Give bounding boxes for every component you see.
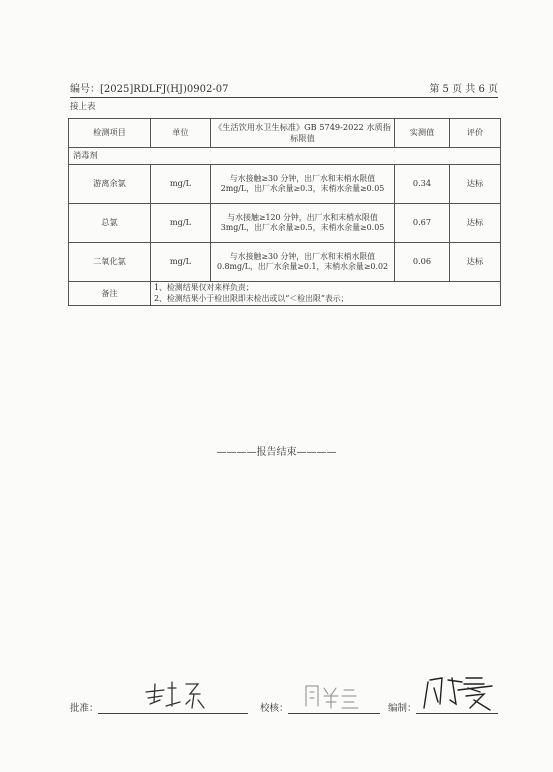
section-row — [69, 148, 501, 165]
report-code: 编号：[2025]RDLFJ(HJ)0902-07 — [70, 84, 229, 95]
cell-limit: 与水接触≥120 分钟，出厂水和末梢水限值 3mg/L，出厂水余量≥0.5，末梢水余量≥0.05 — [211, 204, 395, 243]
page-number: 第 5 页 共 6 页 — [429, 84, 498, 95]
col-header-eval: 评价 — [450, 119, 501, 148]
cell-eval: 达标 — [450, 165, 501, 204]
notes-label: 备注 — [69, 282, 151, 306]
cell-item: 总氯 — [69, 204, 151, 243]
signature-line — [70, 700, 498, 714]
table-row — [69, 243, 501, 282]
continued-label: 接上表 — [70, 102, 96, 112]
report-end-line: ————报告结束———— — [216, 447, 337, 458]
prepare-label: 编制： — [388, 703, 417, 714]
cell-item: 游离余氯 — [69, 165, 151, 204]
note-line: 1、检测结果仅对来样负责； — [154, 283, 254, 292]
document-header — [70, 80, 498, 98]
cell-eval: 达标 — [450, 204, 501, 243]
table-header-row — [69, 119, 501, 148]
cell-limit: 与水接触≥30 分钟，出厂水和末梢水限值 0.8mg/L，出厂水余量≥0.1，末梢水余量≥0.02 — [211, 243, 395, 282]
check-label: 校核： — [260, 703, 289, 714]
cell-item: 二氧化氯 — [69, 243, 151, 282]
cell-unit: mg/L — [151, 204, 211, 243]
approve-label: 批准： — [70, 703, 99, 714]
prepare-underline — [416, 713, 498, 714]
cell-value: 0.67 — [395, 204, 450, 243]
col-header-item: 检测项目 — [69, 119, 151, 148]
prepare-signature — [422, 674, 498, 712]
results-table — [68, 118, 501, 306]
check-signature — [302, 682, 362, 710]
cell-unit: mg/L — [151, 165, 211, 204]
col-header-limit: 《生活饮用水卫生标准》GB 5749-2022 水质指标限值 — [211, 119, 395, 148]
notes-row — [69, 282, 501, 306]
approve-signature — [142, 678, 212, 712]
cell-eval: 达标 — [450, 243, 501, 282]
note-line: 2、检测结果小于检出限即未检出或以“＜检出限”表示； — [154, 293, 349, 303]
col-header-value: 实测值 — [395, 119, 450, 148]
cell-value: 0.06 — [395, 243, 450, 282]
cell-value: 0.34 — [395, 165, 450, 204]
table-row — [69, 165, 501, 204]
check-underline — [288, 713, 380, 714]
section-label: 消毒剂 — [69, 148, 501, 165]
table-row — [69, 204, 501, 243]
cell-unit: mg/L — [151, 243, 211, 282]
notes-content — [151, 282, 501, 306]
approve-underline — [98, 713, 248, 714]
cell-limit: 与水接触≥30 分钟，出厂水和末梢水限值 2mg/L，出厂水余量≥0.3，末梢水余量≥0.05 — [211, 165, 395, 204]
col-header-unit: 单位 — [151, 119, 211, 148]
